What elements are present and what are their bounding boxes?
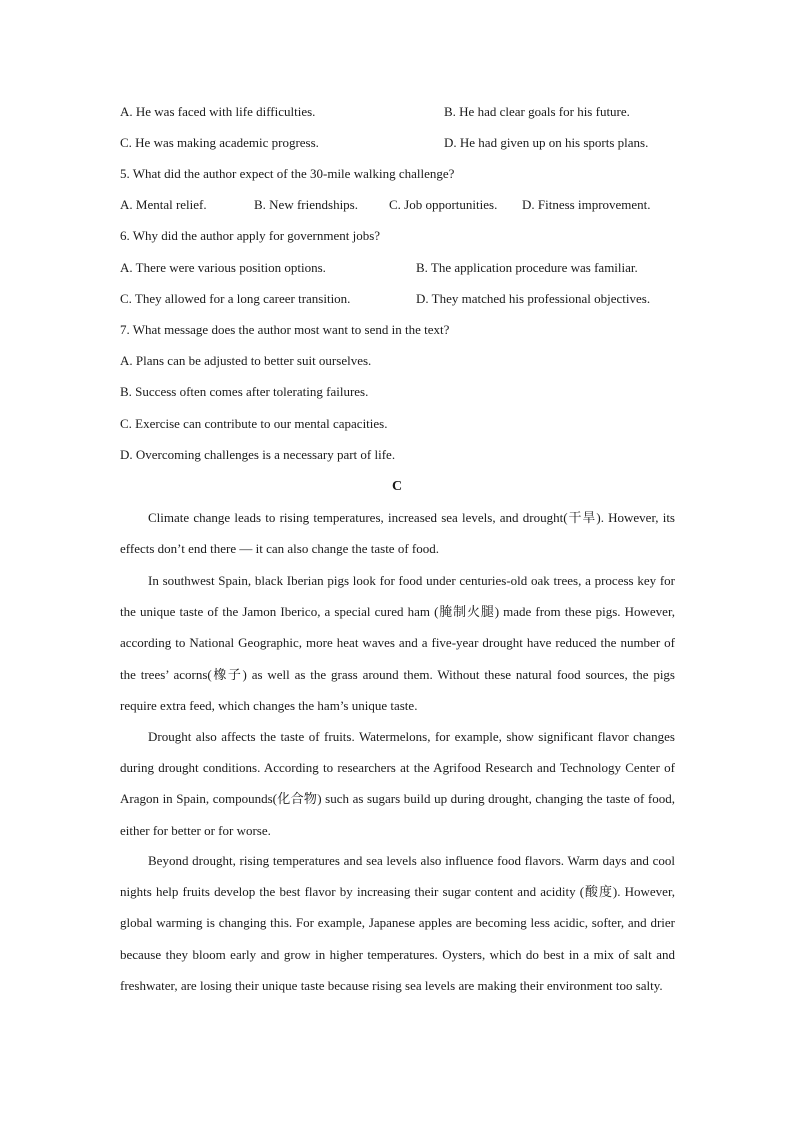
- q4-option-c: C. He was making academic progress.: [120, 135, 319, 150]
- q5-option-b: B. New friendships.: [254, 197, 358, 212]
- q5-question: 5. What did the author expect of the 30-mile walking challenge?: [120, 166, 455, 181]
- section-c-paragraph-4: Beyond drought, rising temperatures and sea levels also influence food flavors. Warm days and cool nights help fruits develop the best flavor by increasing their sugar content and acidity (酸度). However, global warming is changing this. For example, Japanese apples are becoming less acidic, softer, and drier because they bloom early and grow in higher temperatures. Oysters, which do best in a mix of salt and freshwater, are losing their unique taste because rising sea levels are making their environment too salty.: [120, 853, 675, 993]
- q6-option-a: A. There were various position options.: [120, 260, 326, 275]
- q7-option-c: C. Exercise can contribute to our mental capacities.: [120, 416, 388, 431]
- q7-option-d: D. Overcoming challenges is a necessary part of life.: [120, 447, 396, 462]
- q6-question: 6. Why did the author apply for government jobs?: [120, 228, 381, 243]
- section-c-paragraph-2: In southwest Spain, black Iberian pigs look for food under centuries-old oak trees, a process key for the unique taste of the Jamon Iberico, a special cured ham (腌制火腿) made from these pigs. However, according to National Geographic, more heat waves and a five-year drought have reduced the number of the trees’ acorns(橡子) as well as the grass around them. Without these natural food sources, the pigs require extra feed, which changes the ham’s unique taste.: [120, 573, 675, 713]
- q5-option-c: C. Job opportunities.: [389, 197, 498, 212]
- section-c-paragraph-1: Climate change leads to rising temperatures, increased sea levels, and drought(干旱). However, its effects don’t end there — it can also change the taste of food.: [120, 510, 675, 557]
- q4-option-a: A. He was faced with life difficulties.: [120, 104, 316, 119]
- q5-option-a: A. Mental relief.: [120, 197, 207, 212]
- q7-option-a: A. Plans can be adjusted to better suit ourselves.: [120, 353, 372, 368]
- q4-option-d: D. He had given up on his sports plans.: [444, 135, 649, 150]
- q6-option-d: D. They matched his professional objectives.: [416, 291, 651, 306]
- q7-question: 7. What message does the author most want to send in the text?: [120, 322, 450, 337]
- q7-option-b: B. Success often comes after tolerating failures.: [120, 384, 369, 399]
- q6-option-c: C. They allowed for a long career transition.: [120, 291, 351, 306]
- q6-option-b: B. The application procedure was familiar.: [416, 260, 638, 275]
- section-c-title: C: [391, 479, 403, 494]
- q5-option-d: D. Fitness improvement.: [522, 197, 651, 212]
- q4-option-b: B. He had clear goals for his future.: [444, 104, 630, 119]
- section-c-paragraph-3: Drought also affects the taste of fruits. Watermelons, for example, show significant flavor changes during drought conditions. According to researchers at the Agrifood Research and Technology Center of Aragon in Spain, compounds(化合物) such as sugars build up during drought, changing the taste of food, either for better or for worse.: [120, 729, 675, 838]
